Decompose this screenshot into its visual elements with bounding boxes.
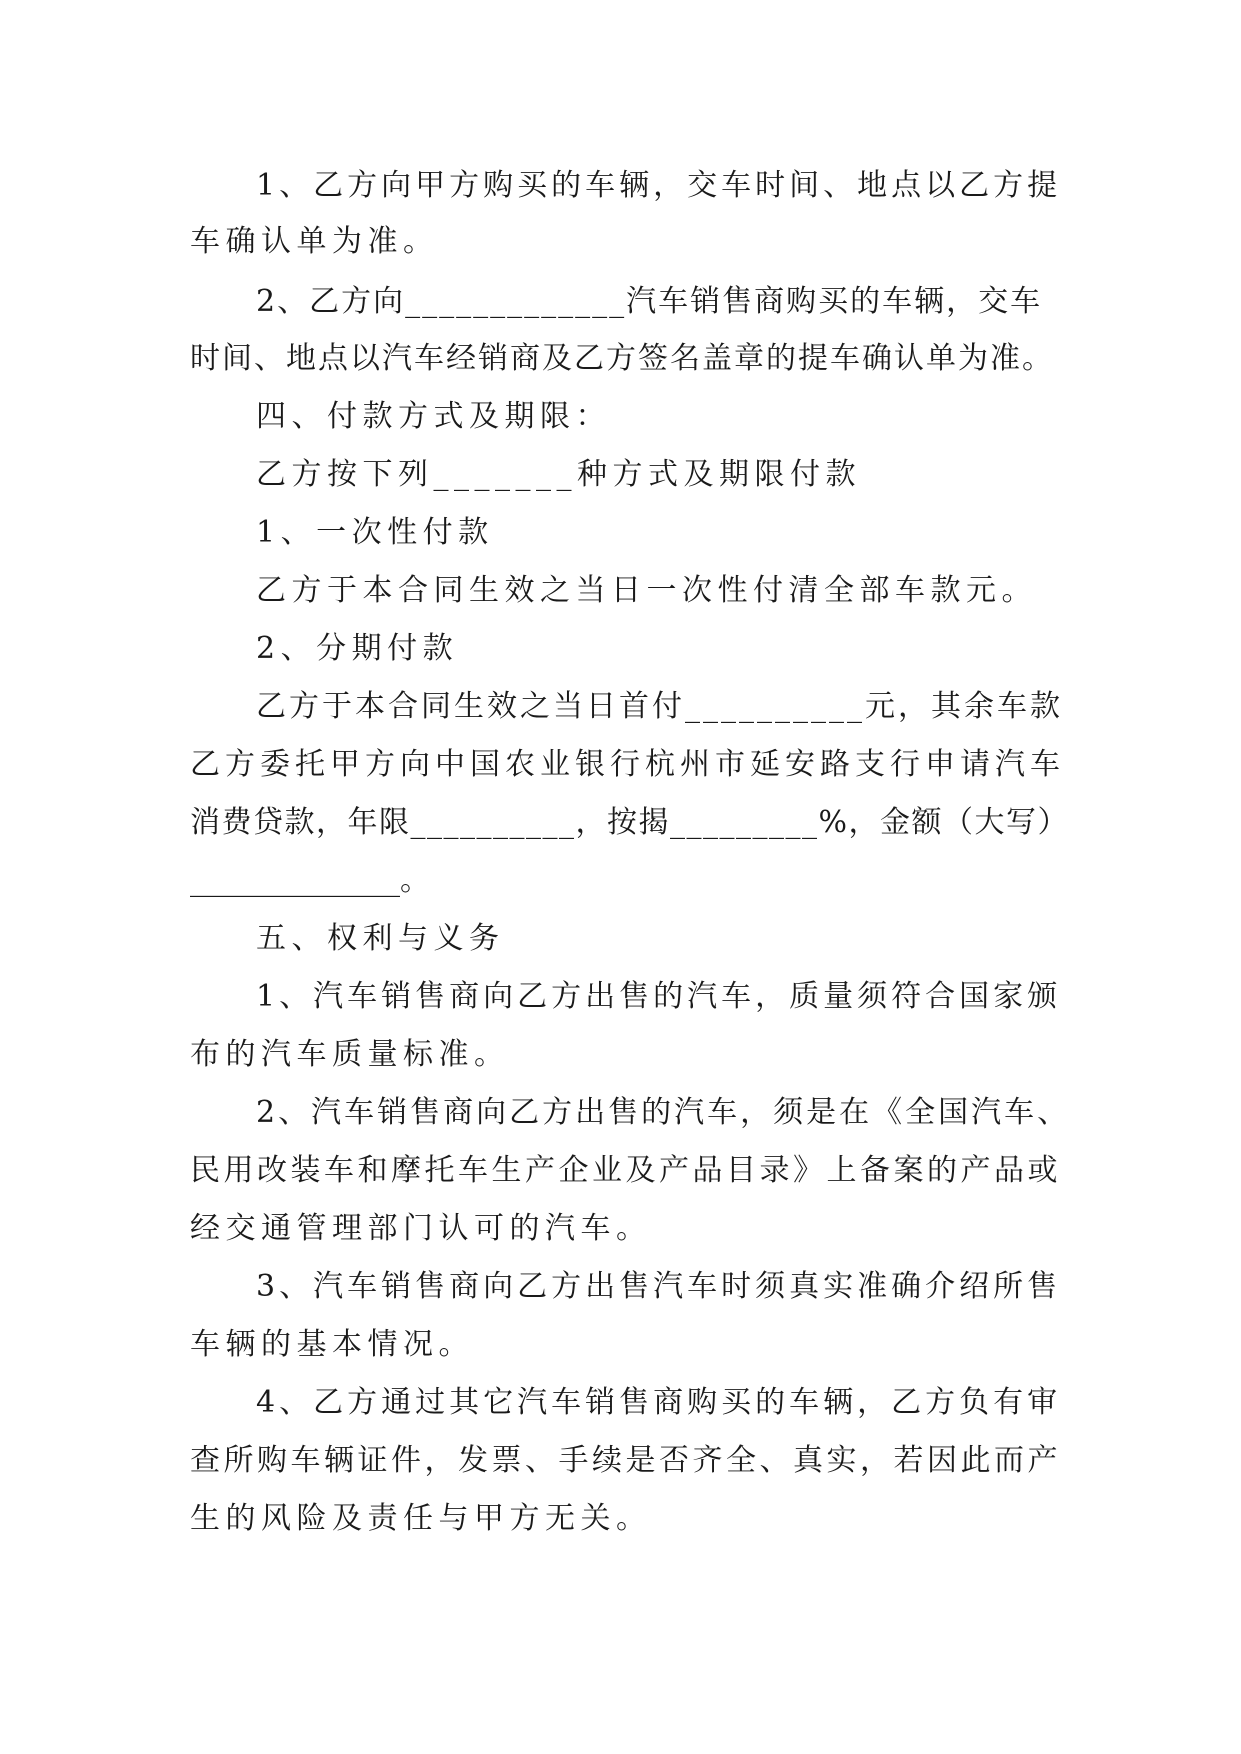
rights-item-1-line-2: 布的汽车质量标准。 xyxy=(190,1037,510,1072)
rights-item-1-line-1: 1、汽车销售商向乙方出售的汽车，质量须符合国家颁 xyxy=(256,979,1062,1014)
clause-3-item-2-line-2: 时间、地点以汽车经销商及乙方签名盖章的提车确认单为准。 xyxy=(190,341,1054,376)
payment-option-1-title: 1、一次性付款 xyxy=(256,515,494,550)
clause-3-item-1-line-1: 1、乙方向甲方购买的车辆，交车时间、地点以乙方提 xyxy=(256,168,1062,203)
rights-item-3-line-2: 车辆的基本情况。 xyxy=(190,1327,474,1362)
payment-option-2-line-1: 乙方于本合同生效之当日首付__________元，其余车款 xyxy=(256,689,1063,724)
payment-option-2-line-3: 消费贷款，年限__________，按揭_________%，金额（大写） xyxy=(190,805,1070,840)
clause-3-item-1-line-2: 车确认单为准。 xyxy=(190,224,439,259)
payment-option-2-line-2: 乙方委托甲方向中国农业银行杭州市延安路支行申请汽车 xyxy=(190,747,1065,782)
rights-item-2-line-2: 民用改装车和摩托车生产企业及产品目录》上备案的产品或 xyxy=(190,1153,1061,1188)
rights-item-4-line-3: 生的风险及责任与甲方无关。 xyxy=(190,1501,652,1536)
rights-item-4-line-1: 4、乙方通过其它汽车销售商购买的车辆，乙方负有审 xyxy=(256,1385,1062,1420)
rights-item-2-line-1: 2、汽车销售商向乙方出售的汽车，须是在《全国汽车、 xyxy=(256,1095,1071,1130)
clause-3-item-2-line-1: 2、乙方向_____________汽车销售商购买的车辆，交车 xyxy=(256,284,1043,319)
payment-option-2-line-4: ______________。 xyxy=(190,863,430,898)
payment-option-2-title: 2、分期付款 xyxy=(256,631,459,666)
rights-item-4-line-2: 查所购车辆证件，发票、手续是否齐全、真实，若因此而产 xyxy=(190,1443,1061,1478)
payment-option-1-text: 乙方于本合同生效之当日一次性付清全部车款元。 xyxy=(256,573,1037,608)
rights-item-2-line-3: 经交通管理部门认可的汽车。 xyxy=(190,1211,652,1246)
section-4-heading: 四、付款方式及期限： xyxy=(256,399,611,434)
rights-item-3-line-1: 3、汽车销售商向乙方出售汽车时须真实准确介绍所售 xyxy=(256,1269,1062,1304)
section-5-heading: 五、权利与义务 xyxy=(256,921,505,956)
payment-method-line: 乙方按下列_______种方式及期限付款 xyxy=(256,457,861,492)
